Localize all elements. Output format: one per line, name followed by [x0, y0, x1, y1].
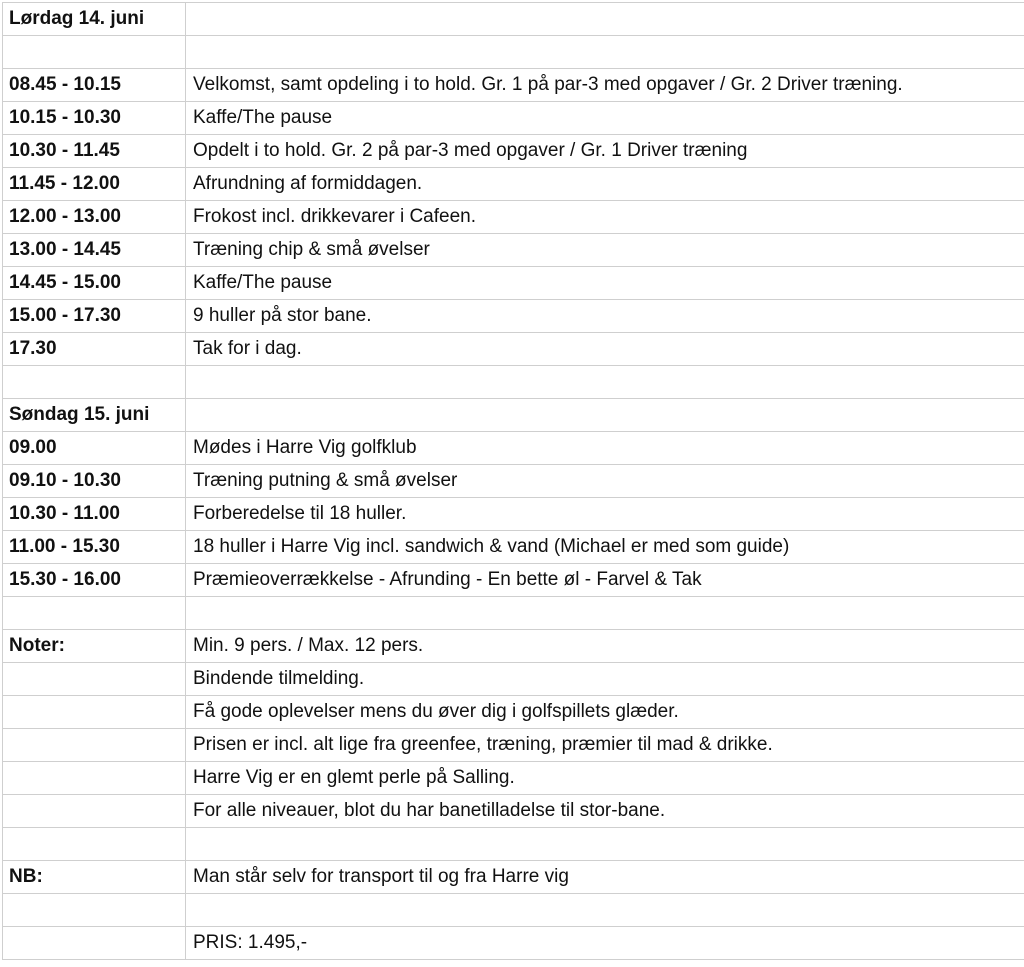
- price-cell[interactable]: PRIS: 1.495,-: [186, 927, 1024, 960]
- description-cell[interactable]: [186, 3, 1024, 36]
- note-cell[interactable]: Bindende tilmelding.: [186, 663, 1024, 696]
- time-cell[interactable]: 17.30: [3, 333, 186, 366]
- empty-cell[interactable]: [3, 828, 186, 861]
- description-cell[interactable]: Mødes i Harre Vig golfklub: [186, 432, 1024, 465]
- table-row: [3, 201, 1024, 234]
- description-cell[interactable]: 18 huller i Harre Vig incl. sandwich & vand (Michael er med som guide): [186, 531, 1024, 564]
- description-cell[interactable]: Kaffe/The pause: [186, 267, 1024, 300]
- time-cell[interactable]: 10.30 - 11.00: [3, 498, 186, 531]
- table-row: [3, 564, 1024, 597]
- empty-cell[interactable]: [3, 762, 186, 795]
- description-cell[interactable]: [186, 828, 1024, 861]
- schedule-table: [2, 2, 1024, 960]
- time-cell[interactable]: 10.30 - 11.45: [3, 135, 186, 168]
- table-row: [3, 927, 1024, 960]
- note-cell[interactable]: Min. 9 pers. / Max. 12 pers.: [186, 630, 1024, 663]
- time-cell[interactable]: 12.00 - 13.00: [3, 201, 186, 234]
- empty-cell[interactable]: [3, 795, 186, 828]
- table-row: [3, 333, 1024, 366]
- note-cell[interactable]: Harre Vig er en glemt perle på Salling.: [186, 762, 1024, 795]
- table-row: [3, 102, 1024, 135]
- table-row: [3, 267, 1024, 300]
- description-cell[interactable]: Afrundning af formiddagen.: [186, 168, 1024, 201]
- table-row: [3, 828, 1024, 861]
- time-cell[interactable]: 08.45 - 10.15: [3, 69, 186, 102]
- table-row: [3, 3, 1024, 36]
- time-cell[interactable]: 09.00: [3, 432, 186, 465]
- table-row: [3, 234, 1024, 267]
- description-cell[interactable]: [186, 894, 1024, 927]
- time-cell[interactable]: 15.00 - 17.30: [3, 300, 186, 333]
- description-cell[interactable]: Præmieoverrækkelse - Afrunding - En bette øl - Farvel & Tak: [186, 564, 1024, 597]
- description-cell[interactable]: Velkomst, samt opdeling i to hold. Gr. 1 på par-3 med opgaver / Gr. 2 Driver træning.: [186, 69, 1024, 102]
- table-row: [3, 399, 1024, 432]
- description-cell[interactable]: 9 huller på stor bane.: [186, 300, 1024, 333]
- table-row: [3, 300, 1024, 333]
- empty-cell[interactable]: [3, 729, 186, 762]
- time-cell[interactable]: 11.00 - 15.30: [3, 531, 186, 564]
- time-cell[interactable]: 14.45 - 15.00: [3, 267, 186, 300]
- table-row: [3, 36, 1024, 69]
- description-cell[interactable]: Opdelt i to hold. Gr. 2 på par-3 med opgaver / Gr. 1 Driver træning: [186, 135, 1024, 168]
- description-cell[interactable]: [186, 399, 1024, 432]
- note-cell[interactable]: For alle niveauer, blot du har banetilladelse til stor-bane.: [186, 795, 1024, 828]
- nb-text-cell[interactable]: Man står selv for transport til og fra Harre vig: [186, 861, 1024, 894]
- table-row: [3, 498, 1024, 531]
- description-cell[interactable]: Træning chip & små øvelser: [186, 234, 1024, 267]
- time-cell[interactable]: [3, 36, 186, 69]
- table-row: [3, 432, 1024, 465]
- table-row: [3, 135, 1024, 168]
- table-row: [3, 795, 1024, 828]
- nb-label-cell[interactable]: NB:: [3, 861, 186, 894]
- empty-cell[interactable]: [3, 663, 186, 696]
- description-cell[interactable]: Træning putning & små øvelser: [186, 465, 1024, 498]
- table-row: [3, 762, 1024, 795]
- time-cell[interactable]: 11.45 - 12.00: [3, 168, 186, 201]
- day-header-cell[interactable]: Søndag 15. juni: [3, 399, 186, 432]
- table-row: [3, 696, 1024, 729]
- table-row: [3, 168, 1024, 201]
- time-cell[interactable]: [3, 366, 186, 399]
- day-header-cell[interactable]: Lørdag 14. juni: [3, 3, 186, 36]
- note-cell[interactable]: Få gode oplevelser mens du øver dig i golfspillets glæder.: [186, 696, 1024, 729]
- table-row: [3, 531, 1024, 564]
- description-cell[interactable]: [186, 366, 1024, 399]
- time-cell[interactable]: 13.00 - 14.45: [3, 234, 186, 267]
- description-cell[interactable]: [186, 597, 1024, 630]
- table-row: [3, 663, 1024, 696]
- description-cell[interactable]: Frokost incl. drikkevarer i Cafeen.: [186, 201, 1024, 234]
- description-cell[interactable]: Forberedelse til 18 huller.: [186, 498, 1024, 531]
- time-cell[interactable]: 15.30 - 16.00: [3, 564, 186, 597]
- description-cell[interactable]: [186, 36, 1024, 69]
- time-cell[interactable]: 09.10 - 10.30: [3, 465, 186, 498]
- table-row: [3, 597, 1024, 630]
- table-row: [3, 630, 1024, 663]
- table-row: [3, 861, 1024, 894]
- notes-label-cell[interactable]: Noter:: [3, 630, 186, 663]
- description-cell[interactable]: Kaffe/The pause: [186, 102, 1024, 135]
- description-cell[interactable]: Tak for i dag.: [186, 333, 1024, 366]
- table-row: [3, 894, 1024, 927]
- time-cell[interactable]: 10.15 - 10.30: [3, 102, 186, 135]
- table-row: [3, 729, 1024, 762]
- empty-cell[interactable]: [3, 927, 186, 960]
- table-row: [3, 69, 1024, 102]
- table-row: [3, 366, 1024, 399]
- empty-cell[interactable]: [3, 696, 186, 729]
- empty-cell[interactable]: [3, 894, 186, 927]
- table-row: [3, 465, 1024, 498]
- note-cell[interactable]: Prisen er incl. alt lige fra greenfee, træning, præmier til mad & drikke.: [186, 729, 1024, 762]
- time-cell[interactable]: [3, 597, 186, 630]
